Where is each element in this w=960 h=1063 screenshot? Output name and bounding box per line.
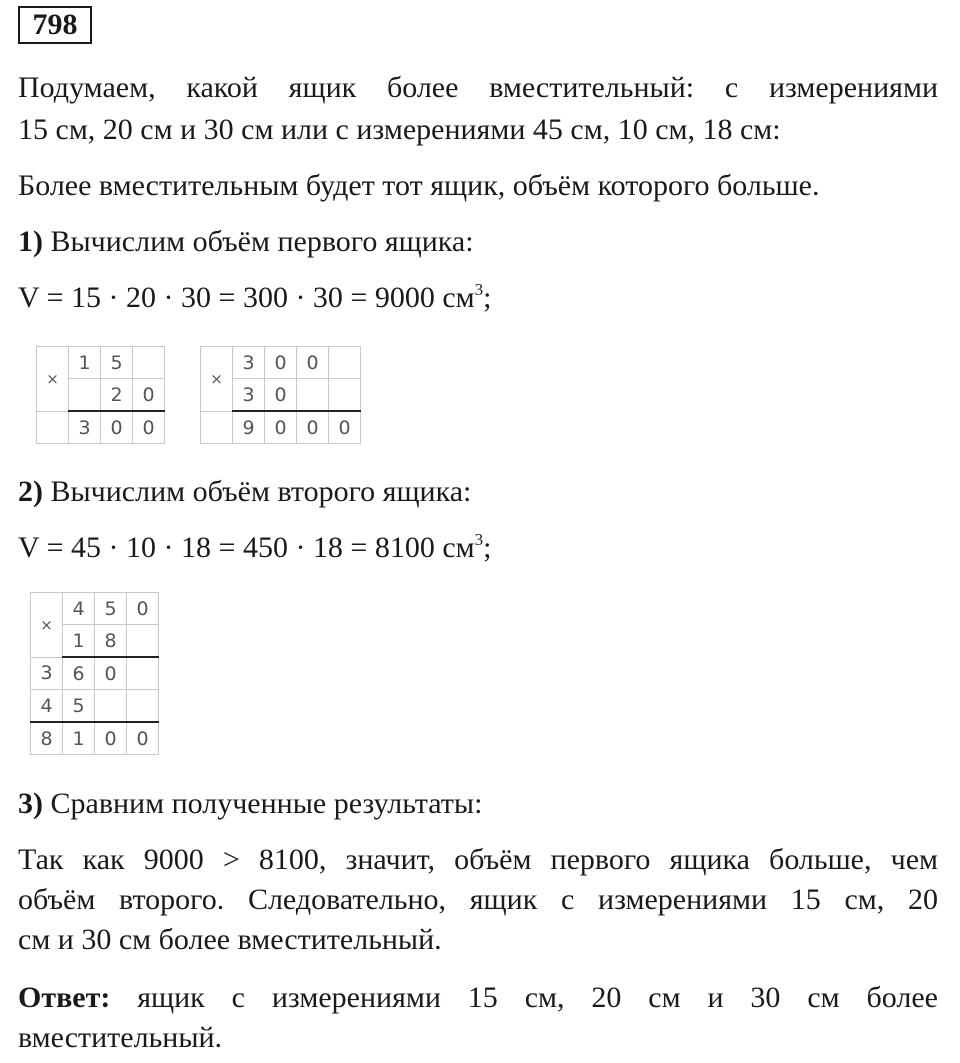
step-1-exponent: 3: [474, 280, 484, 299]
step-2-tail: ;: [483, 531, 492, 564]
digit-cell: 8: [95, 625, 127, 658]
digit-cell: [127, 657, 159, 690]
digit-cell: 0: [265, 347, 297, 379]
step-2-text: Вычислим объём второго ящика:: [43, 475, 472, 508]
conclusion-line-1: Так как 9000 > 8100, значит, объём первого ящика больше, чем: [18, 843, 938, 876]
calc-450x18: [30, 592, 159, 755]
digit-cell: [201, 411, 233, 444]
intro-line-2: 15 см, 20 см и 30 см или с измерениями 45 см, 10 см, 18 см:: [18, 113, 781, 146]
multiply-sign: ×: [37, 347, 69, 412]
digit-cell: 3: [233, 347, 265, 379]
digit-cell: [127, 690, 159, 723]
digit-cell: [133, 347, 165, 379]
digit-cell: 0: [133, 411, 165, 444]
digit-cell: 5: [63, 690, 95, 723]
digit-cell: [127, 625, 159, 658]
step-2-formula-body: V = 45 · 10 · 18 = 450 · 18 = 8100 см: [18, 531, 475, 564]
digit-cell: 9: [233, 411, 265, 444]
multiply-sign: ×: [31, 593, 63, 658]
digit-cell: 1: [63, 722, 95, 755]
step-3-heading: [18, 784, 938, 824]
digit-cell: 0: [297, 411, 329, 444]
step-1-tail: ;: [483, 281, 492, 314]
digit-cell: 0: [297, 347, 329, 379]
digit-cell: 8: [31, 722, 63, 755]
digit-cell: 0: [265, 411, 297, 444]
digit-cell: 3: [31, 657, 63, 690]
multiply-sign: ×: [201, 347, 233, 412]
step-2-heading: [18, 472, 938, 512]
step-1-formula: [18, 278, 938, 318]
digit-cell: 0: [95, 722, 127, 755]
digit-cell: 0: [127, 593, 159, 625]
digit-cell: 4: [63, 593, 95, 625]
digit-cell: 6: [63, 657, 95, 690]
digit-cell: 1: [63, 625, 95, 658]
digit-cell: [329, 379, 361, 412]
problem-number: 798: [18, 6, 92, 44]
digit-cell: 0: [127, 722, 159, 755]
answer-text: ящик с измерениями 15 см, 20 см и 30 см более: [110, 981, 938, 1014]
calc-15x20: [36, 346, 165, 444]
digit-cell: 0: [329, 411, 361, 444]
digit-cell: [329, 347, 361, 379]
digit-cell: 0: [95, 657, 127, 690]
digit-cell: 0: [265, 379, 297, 412]
digit-cell: 2: [101, 379, 133, 412]
answer-line-2: вместительный.: [18, 1021, 223, 1054]
step-2-formula: [18, 528, 938, 568]
step-1-heading: [18, 222, 938, 262]
calc-300x30: [200, 346, 361, 444]
step-1-number: 1): [18, 225, 43, 258]
step-1-formula-body: V = 15 · 20 · 30 = 300 · 30 = 9000 см: [18, 281, 475, 314]
conclusion-line-3: см и 30 см более вместительный.: [18, 923, 442, 956]
step-3-text: Сравним полученные результаты:: [43, 787, 483, 820]
answer-line-1: [18, 978, 938, 1018]
statement: Более вместительным будет тот ящик, объём которого больше.: [18, 169, 820, 202]
step-1-text: Вычислим объём первого ящика:: [43, 225, 474, 258]
answer-label: Ответ:: [18, 981, 111, 1014]
step-2-number: 2): [18, 475, 43, 508]
conclusion-line-2: объём второго. Следовательно, ящик с измерениями 15 см, 20: [18, 883, 938, 916]
digit-cell: 5: [101, 347, 133, 379]
intro-line-1: Подумаем, какой ящик более вместительный: с измерениями: [18, 71, 938, 104]
digit-cell: 0: [133, 379, 165, 412]
step-2-exponent: 3: [474, 530, 484, 549]
digit-cell: 4: [31, 690, 63, 723]
digit-cell: 0: [101, 411, 133, 444]
digit-cell: [95, 690, 127, 723]
digit-cell: [69, 379, 101, 412]
digit-cell: [297, 379, 329, 412]
digit-cell: 3: [69, 411, 101, 444]
digit-cell: 3: [233, 379, 265, 412]
digit-cell: [37, 411, 69, 444]
digit-cell: 5: [95, 593, 127, 625]
digit-cell: 1: [69, 347, 101, 379]
step-3-number: 3): [18, 787, 43, 820]
